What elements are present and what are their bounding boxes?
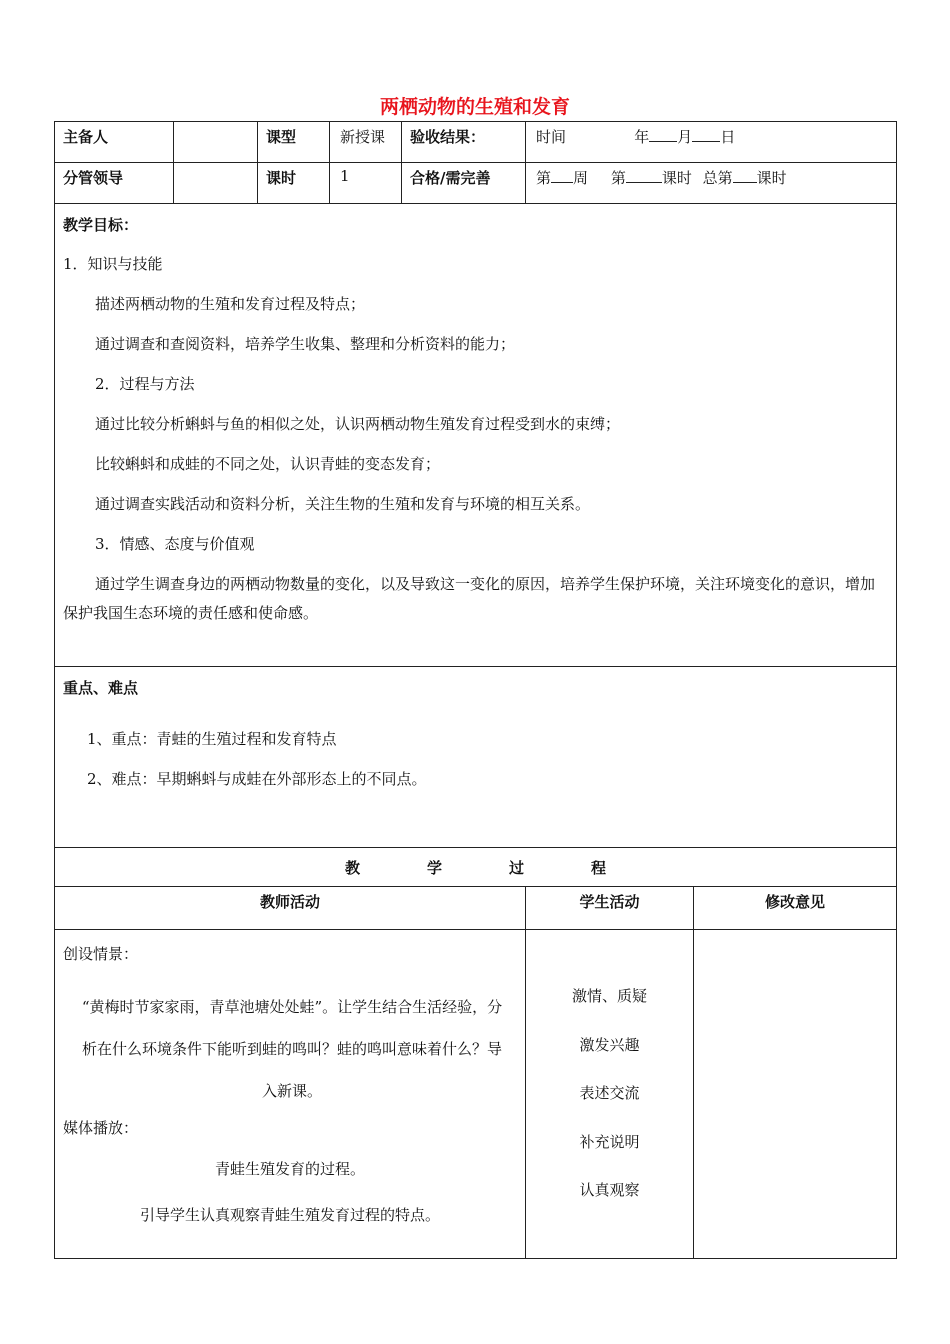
- teacher-activity-header: 教师活动: [55, 887, 526, 930]
- teacher-step-text: “黄梅时节家家雨，青草池塘处处蛙”。让学生结合生活经验，分析在什么环境条件下能听到蛙的鸣叫？蛙的鸣叫意味着什么？导入新课。: [81, 998, 503, 1100]
- hours-value: 1: [330, 163, 402, 204]
- result-label: 验收结果：: [402, 122, 526, 163]
- notes-header: 修改意见: [694, 887, 897, 930]
- preparer-value: [174, 122, 258, 163]
- key-point: 1、重点：青蛙的生殖过程和发育特点: [87, 730, 337, 748]
- lesson-plan-table: [54, 121, 897, 1259]
- student-activity: 激情、质疑: [571, 987, 647, 1005]
- objective-text: 描述两栖动物的生殖和发育过程及特点；: [95, 295, 366, 313]
- objective-text: 比较蝌蚪和成蛙的不同之处，认识青蛙的变态发育；: [95, 455, 441, 473]
- student-activity: 认真观察: [579, 1181, 640, 1199]
- type-value: 新授课: [330, 122, 402, 163]
- objective-process: 2．过程与方法: [95, 375, 195, 393]
- student-activity: 激发兴趣: [579, 1035, 640, 1054]
- type-label: 课型: [258, 122, 330, 163]
- difficult-point: 2、难点：早期蝌蚪与成蛙在外部形态上的不同点。: [87, 770, 427, 788]
- time-label: 时间: [526, 122, 590, 163]
- schedule-field: 第 周 第 课时 总第 课时: [526, 163, 897, 204]
- objective-text: 通过学生调查身边的两栖动物数量的变化，以及导致这一变化的原因，培养学生保护环境，关注环境变化的意识，增加保护我国生态环境的责任感和使命感。: [63, 575, 876, 622]
- student-activity: 表述交流: [579, 1084, 640, 1102]
- objective-knowledge: 1．知识与技能: [63, 255, 163, 273]
- student-activity-cell: [526, 930, 694, 1259]
- teacher-activity-cell: [55, 930, 526, 1259]
- preparer-label: 主备人: [55, 122, 174, 163]
- key-points-heading: 重点、难点: [63, 679, 139, 697]
- hours-label: 课时: [258, 163, 330, 204]
- objective-text: 通过调查和查阅资料，培养学生收集、整理和分析资料的能力；: [95, 335, 516, 353]
- document-title: 两栖动物的生殖和发育: [379, 96, 570, 118]
- objectives-section: [55, 204, 897, 667]
- student-activity: 补充说明: [579, 1132, 640, 1151]
- teacher-step-label: 媒体播放：: [63, 1119, 139, 1137]
- process-heading: 教 学 过 程: [55, 848, 897, 887]
- objective-attitude: 3．情感、态度与价值观: [95, 535, 255, 553]
- leader-value: [174, 163, 258, 204]
- date-field: 年 月 日: [590, 122, 897, 163]
- notes-cell: [694, 930, 897, 1259]
- teacher-step-text: 青蛙生殖发育的过程。: [214, 1160, 365, 1178]
- objectives-heading: 教学目标：: [63, 216, 139, 234]
- teacher-step-label: 创设情景：: [63, 945, 139, 963]
- leader-label: 分管领导: [55, 163, 174, 204]
- teacher-step-text: 引导学生认真观察青蛙生殖发育过程的特点。: [139, 1206, 440, 1224]
- objective-text: 通过比较分析蝌蚪与鱼的相似之处，认识两栖动物生殖发育过程受到水的束缚；: [95, 415, 621, 433]
- objective-text: 通过调查实践活动和资料分析，关注生物的生殖和发育与环境的相互关系。: [95, 495, 591, 513]
- pass-label: 合格/需完善: [402, 163, 526, 204]
- student-activity-header: 学生活动: [526, 887, 694, 930]
- key-points-section: [55, 667, 897, 848]
